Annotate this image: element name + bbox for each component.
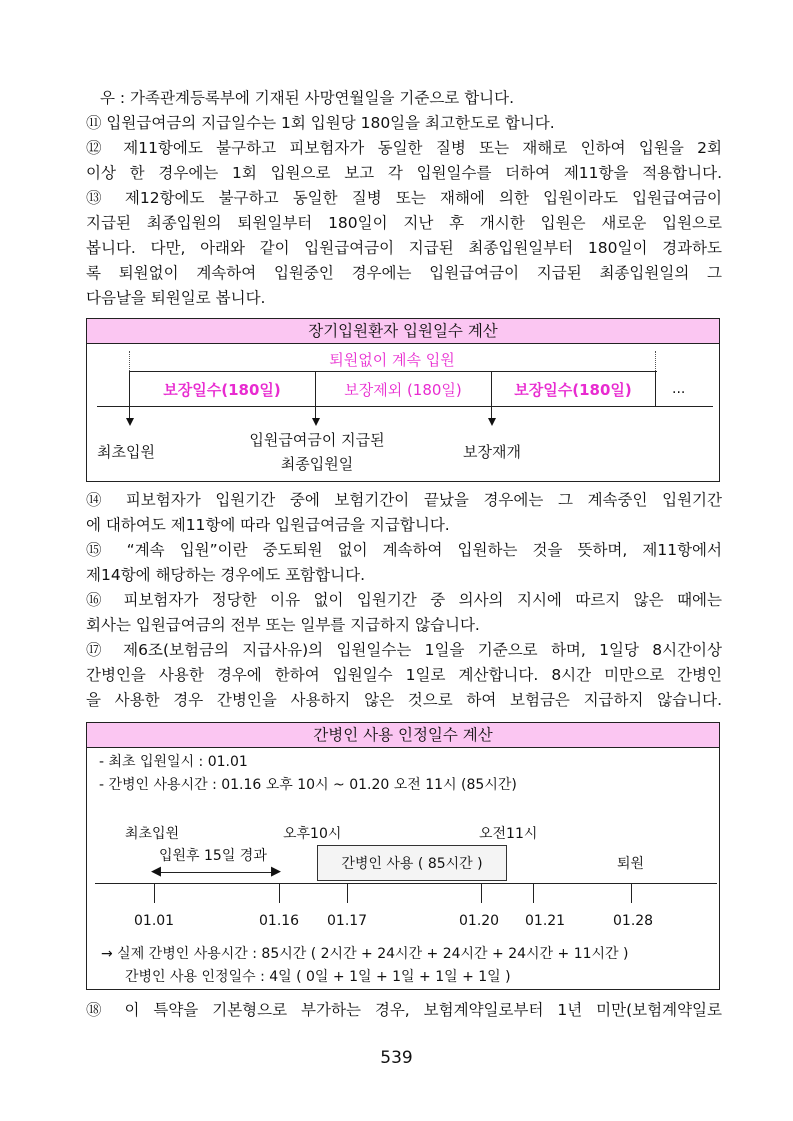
caregiver-days-box [86, 722, 720, 990]
paragraph-13-line5: 다음날을 퇴원일로 봅니다. [86, 289, 266, 307]
date-label: 01.20 [459, 913, 500, 929]
long-term-inpatient-title: 장기입원환자 입원일수 계산 [87, 319, 719, 344]
timeline-axis [95, 883, 717, 884]
continuation-ellipsis: ... [672, 381, 686, 397]
coverage-resume-label: 보장재개 [463, 443, 521, 461]
date-label: 01.17 [327, 913, 368, 929]
paragraph-17-line1: ⑰ 제6조(보험금의 지급사유)의 입원일수는 1일을 기준으로 하며, 1일당 8시간이상 [86, 641, 722, 659]
excluded-days-segment: 보장제외 (180일) [344, 381, 462, 399]
caregiver-days-title: 간병인 사용 인정일수 계산 [87, 723, 719, 748]
tick-0128 [631, 883, 632, 903]
segment-divider-4 [655, 371, 656, 406]
arrow-down-icon [312, 418, 320, 426]
last-paid-admission-label-1: 입원급여금이 지급된 [249, 431, 385, 449]
interval-arrow-line [159, 872, 275, 873]
recognized-caregiver-days: 간병인 사용 인정일수 : 4일 ( 0일 + 1일 + 1일 + 1일 + 1일 ) [125, 969, 511, 985]
paragraph-16-line1: ⑯ 피보험자가 정당한 이유 없이 입원기간 중 의사의 지시에 따르지 않은 때에는 [86, 591, 722, 609]
first-admission-label: 최초입원 [125, 826, 180, 842]
paragraph-13-line4: 록 퇴원없이 계속하여 입원중인 경우에는 입원급여금이 지급된 최종입원일의 그 [86, 264, 722, 282]
tick-0101 [154, 883, 155, 903]
date-label: 01.16 [259, 913, 300, 929]
paragraph-17-line2: 간병인을 사용한 경우에 한하여 입원일수 1일로 계산합니다. 8시간 미만으로 간병인 [86, 666, 722, 684]
continuous-stay-label: 퇴원없이 계속 입원 [329, 351, 455, 369]
segment-top-line [129, 371, 657, 372]
paragraph-11: ⑪ 입원급여금의 지급일수는 1회 입원당 180일을 최고한도로 합니다. [86, 114, 555, 132]
paragraph-18: ⑱ 이 특약을 기본형으로 부가하는 경우, 보험계약일로부터 1년 미만(보험계약일로 [86, 1001, 722, 1019]
paragraph-16-line2: 회사는 입원급여금의 전부 또는 일부를 지급하지 않습니다. [86, 616, 480, 634]
after-15-days-label: 입원후 15일 경과 [159, 848, 267, 864]
tick-0116 [279, 883, 280, 903]
am11-label: 오전11시 [479, 826, 538, 842]
paragraph-10-end: 우 : 가족관계등록부에 기재된 사망연월일을 기준으로 합니다. [100, 89, 515, 107]
timeline-axis [97, 406, 713, 407]
arrow-down-icon [488, 418, 496, 426]
actual-caregiver-hours: → 실제 간병인 사용시간 : 85시간 ( 2시간 + 24시간 + 24시간 + 24시간 + 11시간 ) [101, 946, 629, 962]
page-number: 539 [380, 1048, 413, 1068]
pm10-label: 오후10시 [283, 826, 342, 842]
date-label: 01.01 [134, 913, 175, 929]
tick-0121 [533, 883, 534, 903]
date-label: 01.21 [525, 913, 566, 929]
paragraph-14-line1: ⑭ 피보험자가 입원기간 중에 보험기간이 끝났을 경우에는 그 계속중인 입원기간 [86, 491, 722, 509]
paragraph-15-line1: ⑮ “계속 입원”이란 중도퇴원 없이 계속하여 입원하는 것을 뜻하며, 제11항에서 [86, 541, 722, 559]
paragraph-13-line3: 봅니다. 다만, 아래와 같이 입원급여금이 지급된 최종입원일부터 180일이 경과하도 [86, 239, 722, 257]
arrow-left-icon: ◀ [151, 864, 161, 879]
paragraph-12-line1: ⑫ 제11항에도 불구하고 피보험자가 동일한 질병 또는 재해로 인하여 입원을 2회 [86, 139, 722, 157]
paragraph-15-line2: 제14항에 해당하는 경우에도 포함합니다. [86, 566, 366, 584]
caregiver-use-bar: 간병인 사용 ( 85시간 ) [317, 845, 507, 881]
last-paid-admission-label-2: 최종입원일 [280, 455, 354, 473]
coverage-days-segment-1: 보장일수(180일) [163, 381, 281, 399]
paragraph-14-line2: 에 대하여도 제11항에 따라 입원급여금을 지급합니다. [86, 516, 450, 534]
paragraph-13-line2: 지급된 최종입원의 퇴원일부터 180일이 지난 후 개시한 입원은 새로운 입원으로 [86, 214, 722, 232]
long-term-inpatient-box [86, 318, 720, 482]
coverage-days-segment-2: 보장일수(180일) [514, 381, 632, 399]
paragraph-12-line2: 이상 한 경우에는 1회 입원으로 보고 각 입원일수를 더하여 제11항을 적용합니다. [86, 164, 722, 182]
first-admission-datetime: - 최초 입원일시 : 01.01 [99, 754, 248, 770]
tick-0117 [347, 883, 348, 903]
caregiver-use-period: - 간병인 사용시간 : 01.16 오후 10시 ~ 01.20 오전 11시 (85시간) [99, 777, 517, 793]
tick-0120 [481, 883, 482, 903]
arrow-right-icon: ▶ [271, 864, 281, 879]
paragraph-13-line1: ⑬ 제12항에도 불구하고 동일한 질병 또는 재해에 의한 입원이라도 입원급여금이 [86, 189, 722, 207]
arrow-down-icon [126, 418, 134, 426]
date-label: 01.28 [613, 913, 654, 929]
discharge-label: 퇴원 [617, 856, 645, 872]
paragraph-17-line3: 을 사용한 경우 간병인을 사용하지 않은 것으로 하여 보험금은 지급하지 않습니다. [86, 691, 722, 709]
first-admission-label: 최초입원 [97, 443, 155, 461]
